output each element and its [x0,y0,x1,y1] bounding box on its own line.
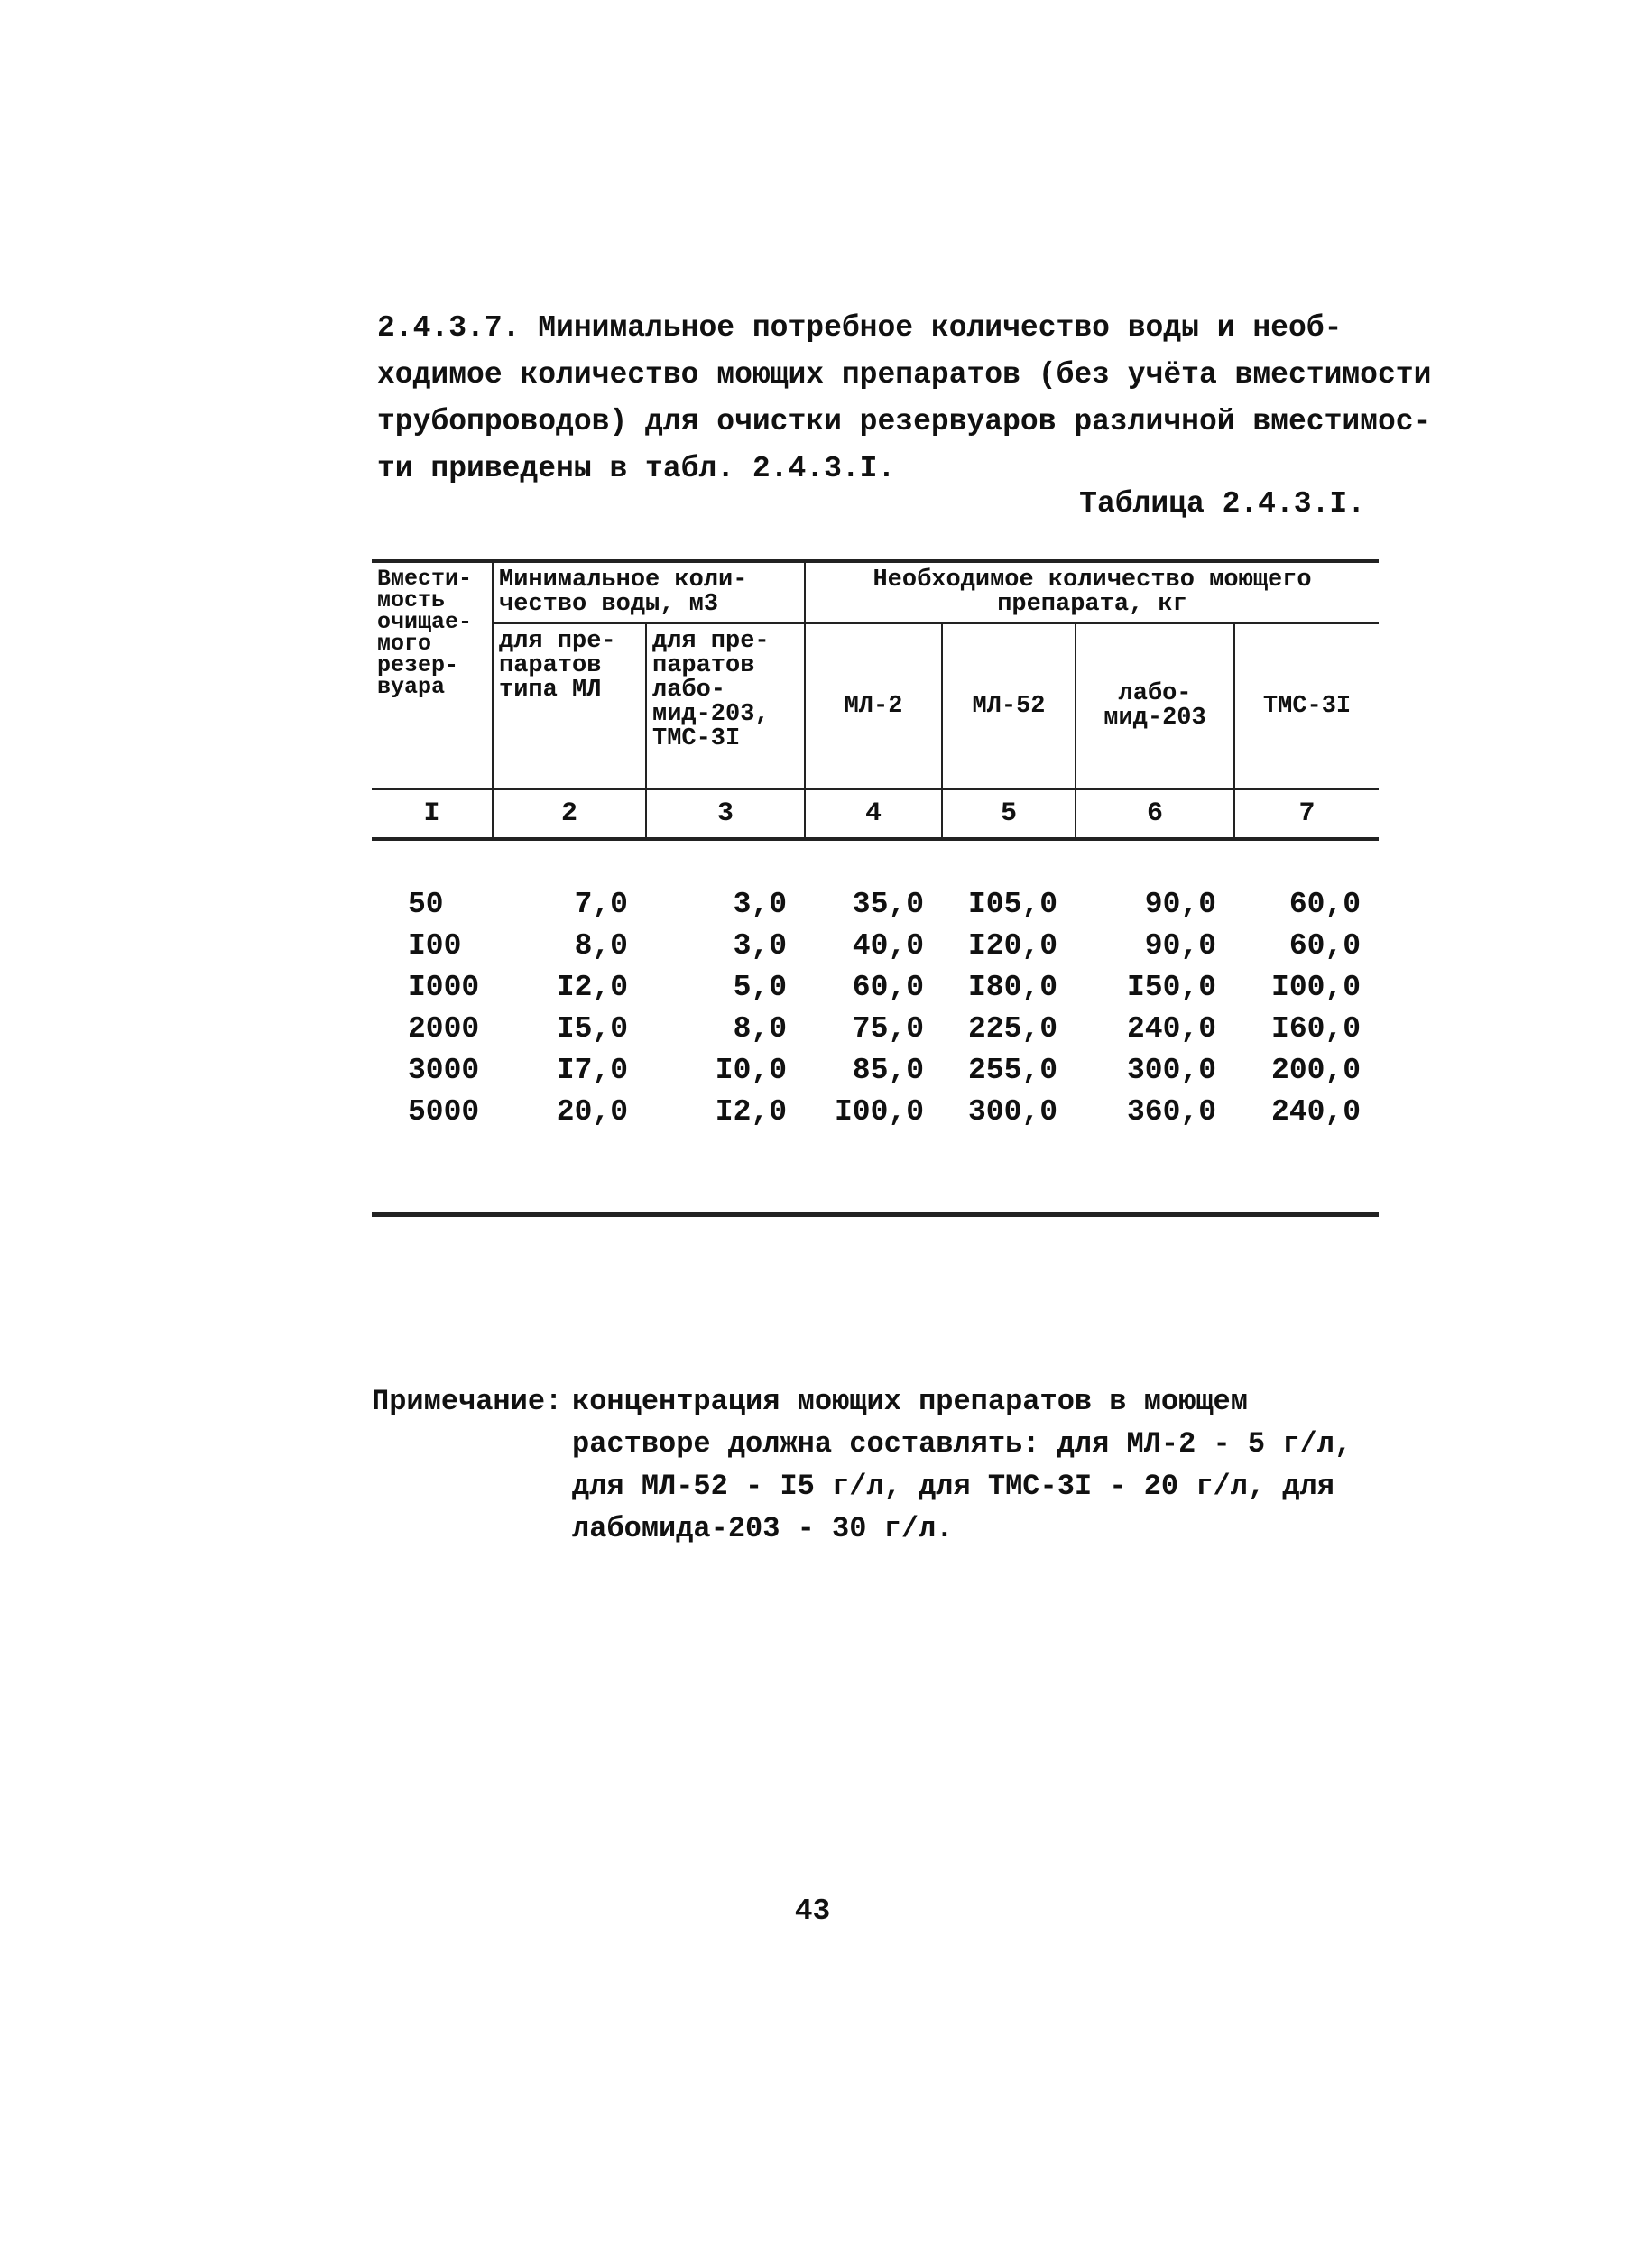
column-number: 3 [646,789,805,839]
column-number: 4 [805,789,942,839]
header-capacity: Вмести- мость очищае- мого резер- вуара [372,561,493,789]
note-line: для МЛ-52 - I5 г/л, для ТМС-3I - 20 г/л, для [572,1470,1334,1503]
column-number: 5 [942,789,1076,839]
table-cell: 60,0 [1288,929,1362,963]
intro-paragraph [377,305,1432,493]
header-water-ml: для пре- паратов типа МЛ [493,623,646,789]
column-number: 6 [1076,789,1234,839]
table-cell: 2000 [408,1012,480,1046]
consumption-table [372,559,1379,1217]
page-number: 43 [794,1895,831,1928]
table-row [372,1092,1379,1133]
table-cell: I000 [408,971,480,1004]
header-agent-ml52: МЛ-52 [942,623,1076,789]
table-cell: 60,0 [852,971,925,1004]
table-row [372,926,1379,967]
table-row [372,967,1379,1009]
paragraph-line: ти приведены в табл. 2.4.3.I. [377,452,896,485]
paragraph-line: трубопроводов) для очистки резервуаров различной вместимос- [377,405,1432,438]
table-cell: 300,0 [1126,1054,1217,1087]
table-cell: 50 [408,888,444,921]
table-cell: I2,0 [715,1095,788,1129]
table-cell: I00 [408,929,462,963]
table-cell: 75,0 [852,1012,925,1046]
table-cell: 90,0 [1144,929,1217,963]
column-number: 7 [1234,789,1379,839]
note-line: растворе должна составлять: для МЛ-2 - 5 г/л, [572,1427,1353,1461]
table-cell: 5000 [408,1095,480,1129]
table-cell: 225,0 [967,1012,1058,1046]
table-cell: 3000 [408,1054,480,1087]
table-cell: I00,0 [834,1095,925,1129]
table-cell: 35,0 [852,888,925,921]
table-cell: 20,0 [556,1095,628,1129]
table-cell: 3,0 [733,929,788,963]
table-caption: Таблица 2.4.3.I. [1079,487,1365,521]
table-cell: 240,0 [1126,1012,1217,1046]
table-cell: I5,0 [556,1012,628,1046]
table-cell: 5,0 [733,971,788,1004]
table-cell: I05,0 [967,888,1058,921]
table-cell: 60,0 [1288,888,1362,921]
table-cell: 90,0 [1144,888,1217,921]
table-cell: 7,0 [574,888,628,921]
note-body [572,1380,1384,1550]
table-cell: 240,0 [1271,1095,1362,1129]
table-cell: I7,0 [556,1054,628,1087]
header-agent-labomid: лабо- мид-203 [1076,623,1234,789]
table-cell: 300,0 [967,1095,1058,1129]
paragraph-line: 2.4.3.7. Минимальное потребное количество воды и необ- [377,311,1343,345]
column-number: I [372,789,493,839]
table-cell: 85,0 [852,1054,925,1087]
table-cell: 8,0 [574,929,628,963]
table-row [372,884,1379,926]
header-agent-ml2: МЛ-2 [805,623,942,789]
column-number: 2 [493,789,646,839]
header-agent-tms: ТМС-3I [1234,623,1379,789]
table-row [372,1009,1379,1050]
table-cell: 255,0 [967,1054,1058,1087]
table-cell: 40,0 [852,929,925,963]
table-cell: I00,0 [1271,971,1362,1004]
table-cell: I80,0 [967,971,1058,1004]
table-cell: 8,0 [733,1012,788,1046]
paragraph-line: ходимое количество моющих препаратов (без учёта вместимости [377,358,1432,392]
table-cell: I60,0 [1271,1012,1362,1046]
note-label: Примечание: [372,1385,563,1418]
header-water-group: Минимальное коли- чество воды, м3 [493,561,805,623]
table-row [372,1050,1379,1092]
note-line: концентрация моющих препаратов в моющем [572,1385,1248,1418]
table-cell: 200,0 [1271,1054,1362,1087]
header-water-labomid: для пре- паратов лабо- мид-203, ТМС-3I [646,623,805,789]
table-cell: I20,0 [967,929,1058,963]
table-cell: 360,0 [1126,1095,1217,1129]
note-line: лабомида-203 - 30 г/л. [572,1512,954,1545]
table-cell: 3,0 [733,888,788,921]
table-cell: I0,0 [715,1054,788,1087]
table-cell: I50,0 [1126,971,1217,1004]
table-cell: I2,0 [556,971,628,1004]
header-agent-group: Необходимое количество моющего препарата, кг [805,561,1379,623]
